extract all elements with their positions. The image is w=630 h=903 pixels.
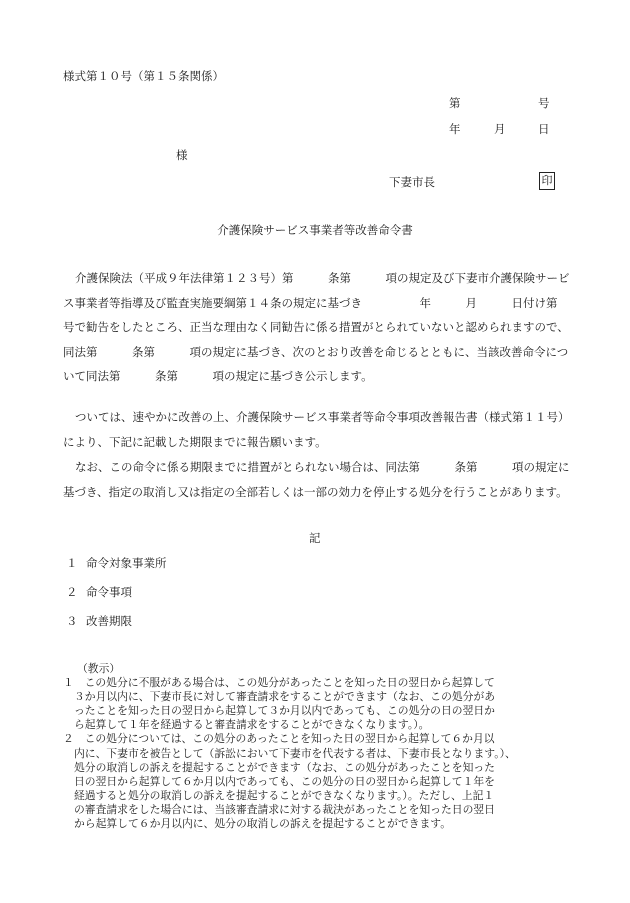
- item-number: ２: [66, 585, 78, 599]
- notice-line: 内に、下妻市を被告として（訴訟において下妻市を代表する者は、下妻市長となります。）、: [74, 746, 516, 760]
- doc-number-suffix: 号: [538, 96, 550, 110]
- ki-heading: 記: [309, 531, 321, 545]
- notice-heading: （教示）: [77, 662, 121, 675]
- notice-line: ３か月以内に、下妻市長に対して審査請求をすることができます（なお、この処分があ: [74, 690, 496, 704]
- item-number: １: [66, 556, 78, 570]
- body-paragraph-1: 介護保険法（平成９年法律第１２３号）第 条第 項の規定及び下妻市介護保険サービス事業者等指導及び監査実施要綱第１４条の規定に基づき 年 月 日付け第 号で勧告をしたところ、正当な理由なく同勧告に係る措置がとられていないと認められますので、同法第 条第 項の規定に基づき、次のとおり改善を命じるとともに、当該改善命令について同法第 条第 項の規定に基づき公示します。: [63, 271, 592, 384]
- seal-mark: 印: [539, 172, 555, 190]
- notice-section: [63, 662, 583, 831]
- date-day: 日: [538, 122, 550, 136]
- list-item: [66, 584, 132, 600]
- notice-line: ２ この処分については、この処分のあったことを知った日の翌日から起算して６か月以: [63, 732, 495, 746]
- form-number: 様式第１０号（第１５条関係）: [63, 69, 224, 83]
- notice-line: 日の翌日から起算して６か月以内であっても、この処分の日の翌日から起算して１年を: [74, 774, 495, 788]
- notice-line: ら起算して１年を経過すると審査請求をすることができなくなります。）。: [74, 718, 430, 732]
- item-label: 命令対象事業所: [86, 556, 167, 570]
- addressee-suffix: 様: [176, 148, 188, 162]
- notice-line: 処分の取消しの訴えを提起することができます（なお、この処分があったことを知った: [74, 760, 495, 774]
- body-paragraph-3: なお、この命令に係る期限までに措置がとられない場合は、同法第 条第 項の規定に基づき、指定の取消し又は指定の全部若しくは一部の効力を停止する処分を行うことがあります。: [63, 460, 570, 499]
- list-item: [66, 555, 167, 571]
- notice-line: から起算して６か月以内に、処分の取消しの訴えを提起することができます。: [74, 817, 452, 831]
- item-number: ３: [66, 614, 78, 628]
- item-label: 改善期限: [86, 614, 132, 628]
- item-label: 命令事項: [86, 585, 132, 599]
- notice-line: の審査請求をした場合には、当該審査請求に対する裁決があったことを知った日の翌日: [74, 802, 495, 816]
- notice-line: １ この処分に不服がある場合は、この処分があったことを知った日の翌日から起算して: [63, 676, 495, 690]
- date-year: 年: [449, 122, 461, 136]
- issuer-title: 下妻市長: [389, 175, 435, 189]
- document-title: 介護保険サービス事業者等改善命令書: [217, 223, 413, 237]
- doc-number-prefix: 第: [449, 96, 461, 110]
- notice-line: 経過すると処分の取消しの訴えを提起することができなくなります。）。ただし、上記１: [74, 788, 495, 802]
- date-month: 月: [494, 122, 506, 136]
- body-paragraph-2: ついては、速やかに改善の上、介護保険サービス事業者等命令事項改善報告書（様式第１１号）により、下記に記載した期限までに報告願います。: [63, 410, 570, 449]
- list-item: [66, 613, 132, 629]
- notice-line: ったことを知った日の翌日から起算して３か月以内であっても、この処分の日の翌日か: [74, 704, 495, 718]
